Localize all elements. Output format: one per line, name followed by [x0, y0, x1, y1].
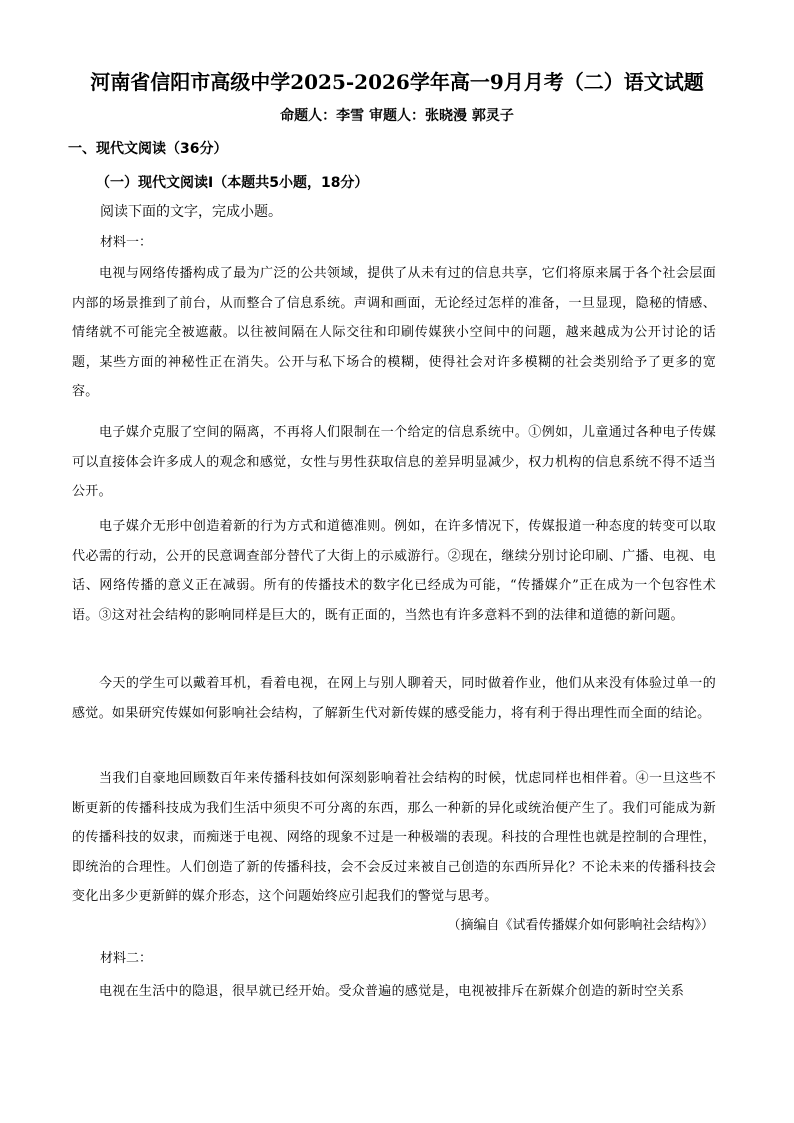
material-2-label: 材料二： [100, 951, 153, 966]
material-1-paragraph-2: 电子媒介克服了空间的隔离，不再将人们限制在一个给定的信息系统中。①例如，儿童通过各种电子传媒可以直接体会许多成人的观念和感觉，女性与男性获取信息的差异明显减少，权力机构的信息系统不得不适当公开。 [72, 425, 716, 499]
author-line: 命题人：李雪 审题人：张晓漫 郭灵子 [280, 108, 514, 124]
subsection-heading: （一）现代文阅读Ⅰ（本题共5小题，18分） [96, 175, 369, 191]
material-2-paragraph-1: 电视在生活中的隐退，很早就已经开始。受众普遍的感觉是，电视被排斥在新媒介创造的新时空关系 [99, 984, 685, 999]
instruction-text: 阅读下面的文字，完成小题。 [100, 204, 282, 220]
material-1-paragraph-1: 电视与网络传播构成了最为广泛的公共领域，提供了从未有过的信息共享，它们将原来属于各个社会层面内部的场景推到了前台，从而整合了信息系统。声调和画面，无论经过怎样的准备，一旦显现，隐秘的情感、情绪就不可能完全被遮蔽。以往被间隔在人际交往和印刷传媒狭小空间中的问题，越来越成为公开讨论的话题，某些方面的神秘性正在消失。公开与私下场合的模糊，使得社会对许多模糊的社会类别给予了更多的宽容。 [72, 266, 716, 399]
material-1-paragraph-3: 电子媒介无形中创造着新的行为方式和道德准则。例如，在许多情况下，传媒报道一种态度的转变可以取代必需的行动，公开的民意调查部分替代了大街上的示威游行。②现在，继续分别讨论印刷、广播、电视、电话、网络传播的意义正在减弱。所有的传播技术的数字化已经成为可能，“传播媒介”正在成为一个包容性术语。③这对社会结构的影响同样是巨大的，既有正面的，当然也有许多意料不到的法律和道德的新问题。 [72, 519, 716, 623]
document-title: 河南省信阳市高级中学2025-2026学年高一9月月考（二）语文试题 [90, 70, 704, 94]
material-1-paragraph-5: 当我们自豪地回顾数百年来传播科技如何深刻影响着社会结构的时候，忧虑同样也相伴着。④一旦这些不断更新的传播科技成为我们生活中须臾不可分离的东西，那么一种新的异化或统治便产生了。我们可能成为新的传播科技的奴隶，而痴迷于电视、网络的现象不过是一种极端的表现。科技的合理性也就是控制的合理性，即统治的合理性。人们创造了新的传播科技，会不会反过来被自己创造的东西所异化？不论未来的传播科技会变化出多少更新鲜的媒介形态，这个问题始终应引起我们的警觉与思考。 [72, 771, 716, 904]
source-citation: （摘编自《试看传播媒介如何影响社会结构》） [447, 918, 714, 933]
section-heading: 一、现代文阅读（36分） [68, 141, 228, 157]
material-1-label: 材料一： [100, 235, 153, 250]
material-1-paragraph-4: 今天的学生可以戴着耳机，看着电视，在网上与别人聊着天，同时做着作业，他们从来没有体验过单一的感觉。如果研究传媒如何影响社会结构，了解新生代对新传媒的感受能力，将有利于得出理性而全面的结论。 [72, 676, 716, 721]
